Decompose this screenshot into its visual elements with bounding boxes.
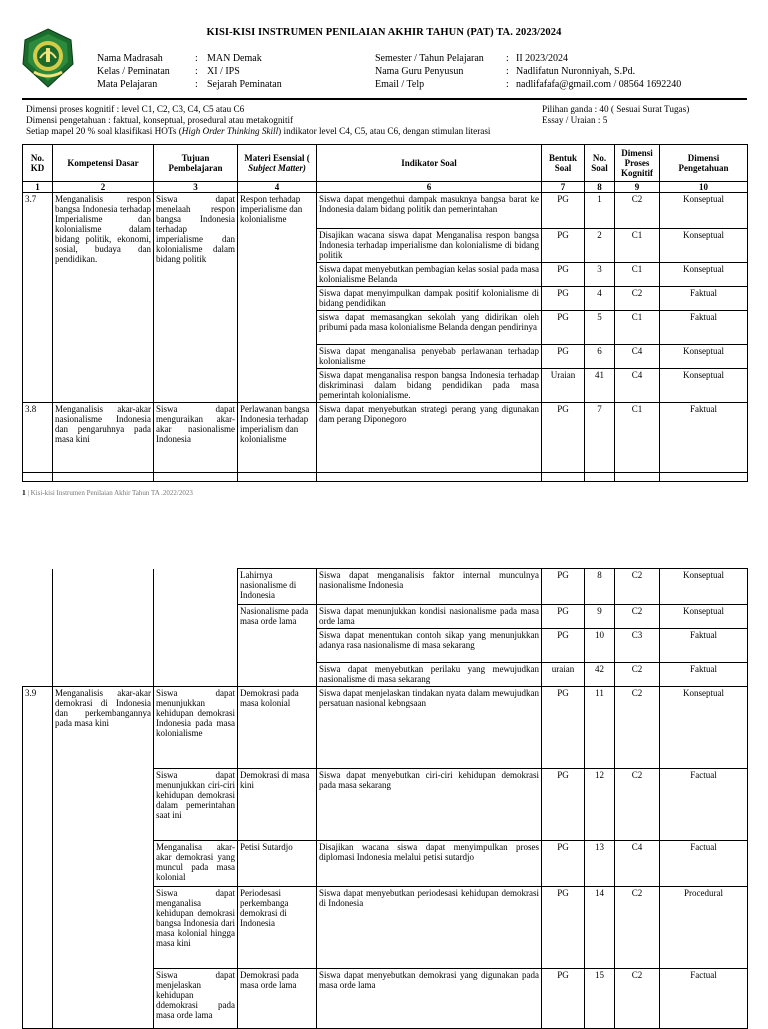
no-soal: 14: [585, 887, 615, 969]
bentuk-soal: PG: [542, 969, 585, 1029]
indikator-soal: Siswa dapat mengethui dampak masuknya bangsa barat ke Indonesia dalam bidang politik dan pemerintahan: [317, 193, 542, 229]
header-materi: Materi Esensial ( Subject Matter): [238, 145, 317, 182]
dimensi-pengetahuan: Factual: [660, 769, 748, 841]
materi-esensial: Perlawanan bangsa Indonesia terhadap imperialism dan kolonialisme: [238, 403, 317, 473]
dimensi-kognitif: C1: [615, 403, 660, 473]
no-soal: 5: [585, 311, 615, 345]
dimensi-pengetahuan: Procedural: [660, 887, 748, 969]
dimensi-kognitif: C4: [615, 369, 660, 403]
materi-esensial: Demokrasi pada masa kolonial: [238, 687, 317, 769]
no-soal: 12: [585, 769, 615, 841]
dimensi-pengetahuan: Konseptual: [660, 687, 748, 769]
col-number: 2: [53, 182, 154, 193]
table-row: [23, 687, 748, 769]
materi-esensial: Demokrasi di masa kini: [238, 769, 317, 841]
bentuk-soal: uraian: [542, 663, 585, 687]
info-value: Nadlifatun Nuronniyah, S.Pd.: [516, 66, 636, 77]
table-row-empty: [23, 473, 748, 482]
dimensi-pengetahuan: Konseptual: [660, 263, 748, 287]
header-tujuan: Tujuan Pembelajaran: [154, 145, 238, 182]
dimensi-kognitif: C4: [615, 841, 660, 887]
info-value: nadlifafafa@gmail.com / 08564 1692240: [516, 79, 682, 90]
dimensi-pengetahuan: Konseptual: [660, 345, 748, 369]
kompetensi-dasar: Menganalisis akar-akar nasionalisme Indonesia dan pengaruhnya pada masa kini: [53, 403, 154, 473]
no-soal: 11: [585, 687, 615, 769]
indikator-soal: siswa dapat memasangkan sekolah yang didirikan oleh pribumi pada masa kolonialisme Belanda dengan pendirinya: [317, 311, 542, 345]
kd-number: 3.8: [23, 403, 53, 473]
tujuan-pembelajaran: Siswa dapat menjelaskan kehidupan ddemokrasi pada masa orde lama: [154, 969, 238, 1029]
bentuk-soal: PG: [542, 345, 585, 369]
dimensi-pengetahuan: Konseptual: [660, 569, 748, 605]
no-soal: 4: [585, 287, 615, 311]
col-number: 4: [238, 182, 317, 193]
right-info: Semester / Tahun Pelajaran : II 2023/2024 Nama Guru Penyusun : Nadlifatun Nuronniyah, S.Pd. Email / Telp : nadlifafafa@gmail.com / 08564 1692240: [375, 53, 682, 90]
dimensi-pengetahuan: Faktual: [660, 311, 748, 345]
col-number: 9: [615, 182, 660, 193]
no-soal: 1: [585, 193, 615, 229]
header-divider: [22, 98, 747, 100]
materi-esensial: Nasionalisme pada masa orde lama: [238, 605, 317, 687]
info-value: XI / IPS: [207, 66, 240, 77]
dimensi-kognitif: C2: [615, 969, 660, 1029]
no-soal: 8: [585, 569, 615, 605]
dimensi-pengetahuan: Konseptual: [660, 369, 748, 403]
dimensi-kognitif: C2: [615, 287, 660, 311]
no-soal: 42: [585, 663, 615, 687]
meta-hots: Setiap mapel 20 % soal klasifikasi HOTs (High Order Thinking Skill) indikator level C4, C5, atau C6, dengan stimulan literasi: [26, 126, 491, 136]
col-number: 10: [660, 182, 748, 193]
dimensi-pengetahuan: Konseptual: [660, 605, 748, 629]
indikator-soal: Siswa dapat menyebutkan ciri-ciri kehidupan demokrasi pada masa sekarang: [317, 769, 542, 841]
dimensi-kognitif: C2: [615, 663, 660, 687]
materi-esensial: Respon terhadap imperialisme dan kolonialisme: [238, 193, 317, 403]
indikator-soal: Siswa dapat menyimpulkan dampak positif kolonialisme di bidang pendidikan: [317, 287, 542, 311]
no-soal: 3: [585, 263, 615, 287]
meta-dimensi-pengetahuan: Dimensi pengetahuan : faktual, konseptual, prosedural atau metakognitif: [26, 115, 294, 125]
meta-dimensi-kognitif: Dimensi proses kognitif : level C1, C2, C3, C4, C5 atau C6: [26, 104, 245, 114]
kompetensi-dasar: Menganalisis akar-akar demokrasi di Indonesia dan perkembangannya pada masa kini: [53, 687, 154, 1029]
info-label: Kelas / Peminatan: [97, 66, 170, 77]
dimensi-pengetahuan: Faktual: [660, 287, 748, 311]
dimensi-kognitif: C2: [615, 569, 660, 605]
tujuan-pembelajaran: Siswa dapat menunjukkan ciri-ciri kehidupan demokrasi dalam pemerintahan saat ini: [154, 769, 238, 841]
dimensi-pengetahuan: Faktual: [660, 663, 748, 687]
info-label: Email / Telp: [375, 79, 425, 90]
bentuk-soal: PG: [542, 287, 585, 311]
header-no-soal: No. Soal: [585, 145, 615, 182]
bentuk-soal: PG: [542, 687, 585, 769]
indikator-soal: Siswa dapat menganalisa respon bangsa Indonesia terhadap diskriminasi dalam bidang pendidikan pada masa pemerintah kolonialisme.: [317, 369, 542, 403]
no-soal: 10: [585, 629, 615, 663]
no-soal: 13: [585, 841, 615, 887]
header-pengetahuan: Dimensi Pengetahuan: [660, 145, 748, 182]
tujuan-pembelajaran: Siswa dapat menguraikan akar-akar nasionalisme Indonesia: [154, 403, 238, 473]
header-no-kd: No. KD: [23, 145, 53, 182]
info-label: Nama Madrasah: [97, 53, 163, 64]
header-indikator: Indikator Soal: [317, 145, 542, 182]
dimensi-pengetahuan: Faktual: [660, 403, 748, 473]
indikator-soal: Siswa dapat menentukan contoh sikap yang menunjukkan adanya rasa nasionalisme di masa sekarang: [317, 629, 542, 663]
no-soal: 15: [585, 969, 615, 1029]
bentuk-soal: PG: [542, 841, 585, 887]
header-kognitif: Dimensi Proses Kognitif: [615, 145, 660, 182]
dimensi-pengetahuan: Faktual: [660, 629, 748, 663]
tujuan-pembelajaran: Siswa dapat menelaah respon bangsa Indonesia terhadap imperialisme dan kolonialisme dalam bidang politik: [154, 193, 238, 403]
madrasah-logo: [22, 28, 74, 88]
indikator-soal: Siswa dapat menyebutkan pembagian kelas sosial pada masa kolonialisme Belanda: [317, 263, 542, 287]
bentuk-soal: PG: [542, 403, 585, 473]
info-value: Sejarah Peminatan: [207, 79, 282, 90]
dimensi-kognitif: C2: [615, 605, 660, 629]
dimensi-pengetahuan: Konseptual: [660, 229, 748, 263]
indikator-soal: Siswa dapat menyebutkan periodesasi kehidupan demokrasi di Indonesia: [317, 887, 542, 969]
tujuan-pembelajaran: Siswa dapat menunjukkan kehidupan demokrasi Indonesia pada masa kolonialisme: [154, 687, 238, 769]
dimensi-kognitif: C1: [615, 311, 660, 345]
col-number: 7: [542, 182, 585, 193]
info-value: MAN Demak: [207, 53, 262, 64]
table-row: [23, 569, 748, 605]
dimensi-kognitif: C1: [615, 229, 660, 263]
header-bentuk: Bentuk Soal: [542, 145, 585, 182]
bentuk-soal: PG: [542, 769, 585, 841]
bentuk-soal: Uraian: [542, 369, 585, 403]
kd-number: 3.9: [23, 687, 53, 1029]
indikator-soal: Disajikan wacana siswa dapat menyimpulkan proses diplomasi Indonesia melalui petisi sutardjo: [317, 841, 542, 887]
dimensi-kognitif: C1: [615, 263, 660, 287]
dimensi-pengetahuan: Factual: [660, 841, 748, 887]
table-row: [23, 403, 748, 473]
col-number: 3: [154, 182, 238, 193]
info-label: Mata Pelajaran: [97, 79, 158, 90]
meta-pilihan-ganda: Pilihan ganda : 40 ( Sesuai Surat Tugas): [542, 104, 690, 114]
kisi-table-page2: [22, 568, 748, 1029]
tujuan-pembelajaran: Siswa dapat menganalisa kehidupan demokrasi bangsa Indonesia dari masa kolonial hingga masa kini: [154, 887, 238, 969]
bentuk-soal: PG: [542, 193, 585, 229]
dimensi-kognitif: C2: [615, 887, 660, 969]
info-label: Nama Guru Penyusun: [375, 66, 464, 77]
no-soal: 6: [585, 345, 615, 369]
table-row: [23, 193, 748, 229]
dimensi-kognitif: C2: [615, 769, 660, 841]
meta-essay: Essay / Uraian : 5: [542, 115, 608, 125]
info-label: Semester / Tahun Pelajaran: [375, 53, 484, 64]
dimensi-pengetahuan: Factual: [660, 969, 748, 1029]
dimensi-kognitif: C2: [615, 687, 660, 769]
kisi-table-page1: [22, 144, 748, 482]
bentuk-soal: PG: [542, 629, 585, 663]
col-number: 1: [23, 182, 53, 193]
dimensi-kognitif: C3: [615, 629, 660, 663]
materi-esensial: Periodesasi perkembanga demokrasi di Indonesia: [238, 887, 317, 969]
left-info: Nama Madrasah : MAN Demak Kelas / Peminatan : XI / IPS Mata Pelajaran : Sejarah Peminatan: [97, 53, 282, 90]
indikator-soal: Siswa dapat menganalisis faktor internal munculnya nasionalisme Indonesia: [317, 569, 542, 605]
bentuk-soal: PG: [542, 887, 585, 969]
indikator-soal: Siswa dapat menyebutkan perilaku yang mewujudkan nasionalisme di masa sekarang: [317, 663, 542, 687]
dimensi-kognitif: C2: [615, 193, 660, 229]
materi-esensial: Petisi Sutardjo: [238, 841, 317, 887]
dimensi-kognitif: C4: [615, 345, 660, 369]
no-soal: 2: [585, 229, 615, 263]
bentuk-soal: PG: [542, 229, 585, 263]
indikator-soal: Disajikan wacana siswa dapat Menganalisa respon bangsa Indonesia terhadap imperialisme dan kolonialisme di bidang politik: [317, 229, 542, 263]
page-footer: 1 | Kisi-kisi Instrumen Penilaian Akhir Tahun TA .2022/2023: [22, 488, 193, 497]
col-number: 6: [317, 182, 542, 193]
no-soal: 7: [585, 403, 615, 473]
info-value: II 2023/2024: [516, 53, 568, 64]
bentuk-soal: PG: [542, 605, 585, 629]
no-soal: 41: [585, 369, 615, 403]
col-number: 8: [585, 182, 615, 193]
bentuk-soal: PG: [542, 569, 585, 605]
no-soal: 9: [585, 605, 615, 629]
bentuk-soal: PG: [542, 263, 585, 287]
tujuan-pembelajaran: Menganalisa akar-akar demokrasi yang muncul pada masa kolonial: [154, 841, 238, 887]
indikator-soal: Siswa dapat menyebutkan strategi perang yang digunakan dam perang Diponegoro: [317, 403, 542, 473]
indikator-soal: Siswa dapat menganalisa penyebab perlawanan terhadap kolonialisme: [317, 345, 542, 369]
indikator-soal: Siswa dapat menjelaskan tindakan nyata dalam mewujudkan persatuan nasional kebngsaan: [317, 687, 542, 769]
header-kompetensi-dasar: Kompetensi Dasar: [53, 145, 154, 182]
dimensi-pengetahuan: Konseptual: [660, 193, 748, 229]
indikator-soal: Siswa dapat menyebutkan demokrasi yang digunakan pada masa orde lama: [317, 969, 542, 1029]
materi-esensial: Lahirnya nasionalisme di Indonesia: [238, 569, 317, 605]
document-title: KISI-KISI INSTRUMEN PENILAIAN AKHIR TAHUN (PAT) TA. 2023/2024: [206, 27, 562, 38]
bentuk-soal: PG: [542, 311, 585, 345]
kompetensi-dasar: Menganalisis respon bangsa Indonesia terhadap Imperialisme dan kolonialisme dalam bidang politik, ekonomi, sosial, budaya dan pendidikan.: [53, 193, 154, 403]
indikator-soal: Siswa dapat menunjukkan kondisi nasionalisme pada masa orde lama: [317, 605, 542, 629]
kd-number: 3.7: [23, 193, 53, 403]
materi-esensial: Demokrasi pada masa orde lama: [238, 969, 317, 1029]
